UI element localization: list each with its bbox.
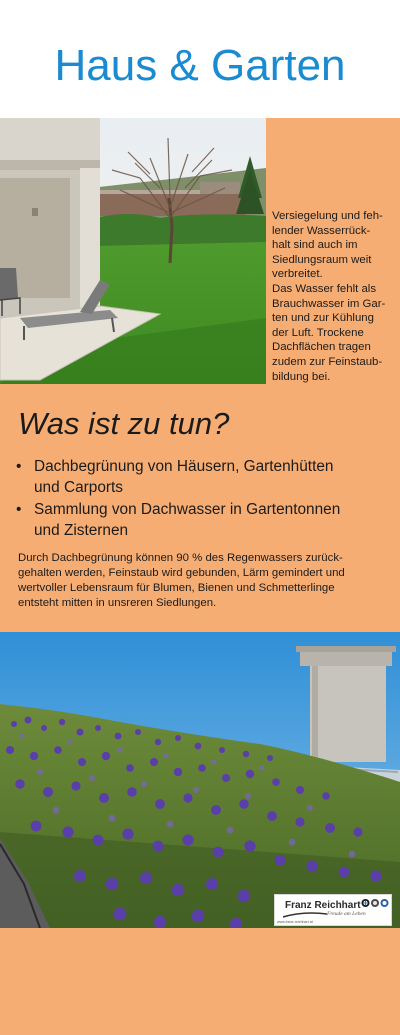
bullet-line: Sammlung von Dachwasser in Gartentonnen xyxy=(34,501,341,518)
body-line: wertvoller Lebensraum für Blumen, Bienen und Schmetterlinge xyxy=(18,582,335,594)
bullet-marker: • xyxy=(16,458,22,475)
green-roof-photo xyxy=(0,632,400,928)
bullet-line: Dachbegrünung von Häusern, Gartenhütten xyxy=(34,458,334,475)
logo-brand-name: Franz Reichhart xyxy=(285,900,361,911)
bottom-band xyxy=(0,928,400,1035)
side-text-line: halt sind auch im xyxy=(272,239,358,252)
body-paragraph xyxy=(18,551,388,611)
logo-tagline: Freude am Leben xyxy=(327,911,366,917)
page-title: Haus & Garten xyxy=(54,41,346,90)
bullet-marker: • xyxy=(16,501,22,518)
bullet-line: und Zisternen xyxy=(34,522,129,539)
side-text-line: verbreitet. xyxy=(272,268,323,281)
bullet-list xyxy=(16,456,394,542)
side-text-line: der Luft. Trockene xyxy=(272,326,364,339)
bullet-line: und Carports xyxy=(34,479,123,496)
garden-photo xyxy=(0,118,266,384)
side-text-line: lender Wasserrück- xyxy=(272,224,371,237)
side-text-line: Siedlungsraum weit xyxy=(272,253,372,266)
side-text-line: bildung bei. xyxy=(272,370,331,383)
logo-swoosh-icon xyxy=(283,911,327,919)
side-text-line: zudem zur Feinstaub- xyxy=(272,355,383,368)
side-text-line: ten und zur Kühlung xyxy=(272,312,374,325)
body-line: Durch Dachbegrünung können 90 % des Regenwassers zurück- xyxy=(18,552,343,564)
sponsor-logo xyxy=(274,894,392,926)
side-text xyxy=(272,209,396,384)
body-line: gehalten werden, Feinstaub wird gebunden, Lärm gemindert und xyxy=(18,567,345,579)
side-text-line: Das Wasser fehlt als xyxy=(272,282,377,295)
side-text-line: Versiegelung und feh- xyxy=(272,210,383,222)
car-brand-badges-icon xyxy=(361,898,389,908)
logo-website: www.franz-reichhart.at xyxy=(277,920,313,924)
bullet-item xyxy=(16,456,394,498)
body-line: entsteht mitten in unsreren Siedlungen. xyxy=(18,597,217,609)
side-text-line: Dachflächen tragen xyxy=(272,341,371,354)
bullet-item xyxy=(16,499,394,541)
side-text-line: Brauchwasser im Gar- xyxy=(272,297,386,310)
section-heading: Was ist zu tun? xyxy=(18,406,230,441)
